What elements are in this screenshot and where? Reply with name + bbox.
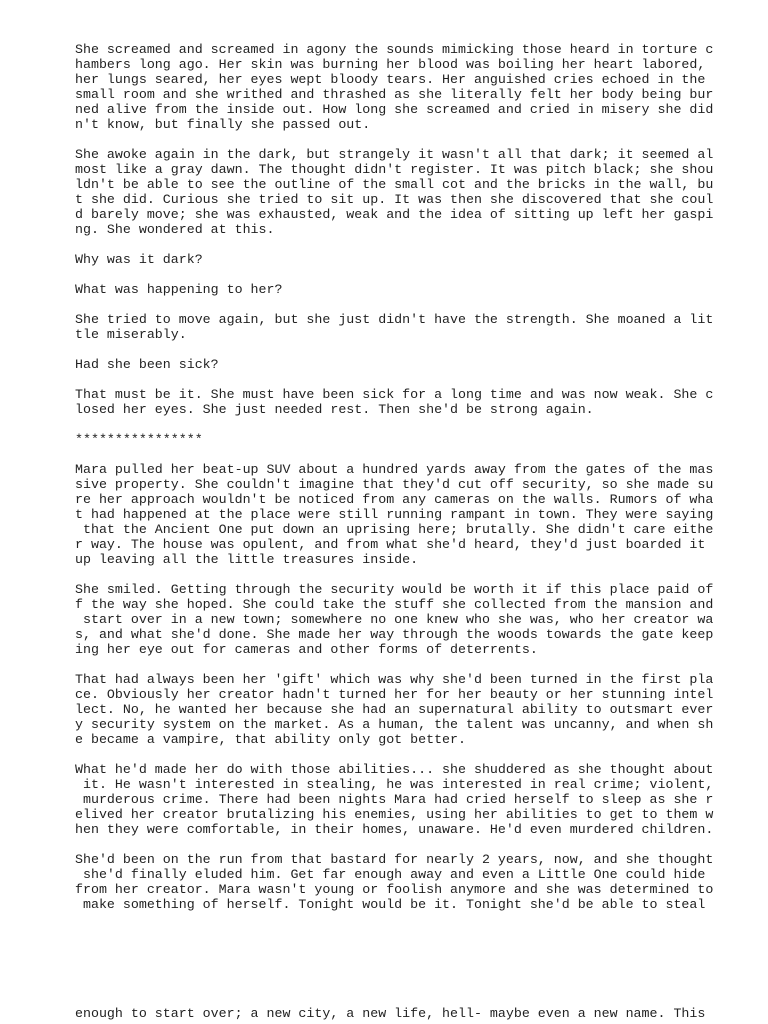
text-line: That must be it. She must have been sick for a long time and was now weak. She c [75,387,714,402]
page-bottom-continuation [75,1006,705,1021]
text-line: e became a vampire, that ability only got better. [75,732,466,747]
text-line: y security system on the market. As a human, the talent was uncanny, and when sh [75,717,714,732]
text-line: hambers long ago. Her skin was burning her blood was boiling her heart labored, [75,57,706,72]
text-line: ned alive from the inside out. How long she screamed and cried in misery she did [75,102,714,117]
text-line: She smiled. Getting through the security would be worth it if this place paid of [75,582,714,597]
scene-break [75,432,695,447]
text-line: t had happened at the place were still running rampant in town. They were saying [75,507,714,522]
text-line: she'd finally eluded him. Get far enough away and even a Little One could hide [75,867,706,882]
text-line: Mara pulled her beat-up SUV about a hundred yards away from the gates of the mas [75,462,714,477]
paragraph [75,387,714,417]
text-line: most like a gray dawn. The thought didn't register. It was pitch black; she shou [75,162,714,177]
text-line: murderous crime. There had been nights Mara had cried herself to sleep as she r [75,792,714,807]
text-line: small room and she writhed and thrashed as she literally felt her body being bur [75,87,714,102]
text-line: She tried to move again, but she just didn't have the strength. She moaned a lit [75,312,714,327]
text-line: d barely move; she was exhausted, weak and the idea of sitting up left her gaspi [75,207,714,222]
text-line: start over in a new town; somewhere no one knew who she was, who her creator wa [75,612,714,627]
text-line: She awoke again in the dark, but strangely it wasn't all that dark; it seemed al [75,147,714,162]
text-line: lect. No, he wanted her because she had an supernatural ability to outsmart ever [75,702,714,717]
text-line: make something of herself. Tonight would be it. Tonight she'd be able to steal [75,897,706,912]
text-line: She screamed and screamed in agony the sounds mimicking those heard in torture c [75,42,714,57]
text-line: her lungs seared, her eyes wept bloody tears. Her anguished cries echoed in the [75,72,706,87]
text-line: ng. She wondered at this. [75,222,275,237]
text-line: losed her eyes. She just needed rest. Then she'd be strong again. [75,402,594,417]
paragraph [75,582,714,657]
paragraph [75,282,695,297]
text-line: She'd been on the run from that bastard for nearly 2 years, now, and she thought [75,852,714,867]
paragraph [75,357,695,372]
text-line: What he'd made her do with those abilities... she shuddered as she thought about [75,762,714,777]
text-line: f the way she hoped. She could take the stuff she collected from the mansion and [75,597,714,612]
text-line: s, and what she'd done. She made her way through the woods towards the gate keep [75,627,714,642]
paragraph [75,312,714,342]
paragraph [75,462,714,567]
text-line: elived her creator brutalizing his enemies, using her abilities to get to them w [75,807,714,822]
text-line: re her approach wouldn't be noticed from any cameras on the walls. Rumors of wha [75,492,714,507]
paragraph [75,42,714,132]
paragraph [75,672,714,747]
text-line: tle miserably. [75,327,187,342]
text-line: from her creator. Mara wasn't young or foolish anymore and she was determined to [75,882,714,897]
text-line: Had she been sick? [75,357,219,372]
paragraph [75,762,714,837]
text-line: up leaving all the little treasures inside. [75,552,419,567]
text-line: ce. Obviously her creator hadn't turned her for her beauty or her stunning intel [75,687,714,702]
text-line: it. He wasn't interested in stealing, he was interested in real crime; violent, [75,777,714,792]
text-line: that the Ancient One put down an uprising here; brutally. She didn't care eithe [75,522,714,537]
paragraph [75,147,714,237]
text-line: t she did. Curious she tried to sit up. It was then she discovered that she coul [75,192,714,207]
paragraph [75,252,695,267]
text-line: ldn't be able to see the outline of the small cot and the bricks in the wall, bu [75,177,714,192]
text-line: n't know, but finally she passed out. [75,117,371,132]
text-line: What was happening to her? [75,282,283,297]
text-line: Why was it dark? [75,252,203,267]
text-line: hen they were comfortable, in their homes, unaware. He'd even murdered children. [75,822,714,837]
text-line: sive property. She couldn't imagine that they'd cut off security, so she made su [75,477,714,492]
text-line: ing her eye out for cameras and other forms of deterrents. [75,642,538,657]
text-line: That had always been her 'gift' which was why she'd been turned in the first pla [75,672,714,687]
text-line: enough to start over; a new city, a new life, hell- maybe even a new name. This [75,1006,706,1021]
paragraph [75,852,714,912]
scene-break-asterisks: **************** [75,432,203,447]
text-line: r way. The house was opulent, and from what she'd heard, they'd just boarded it [75,537,706,552]
document-body [75,42,714,927]
